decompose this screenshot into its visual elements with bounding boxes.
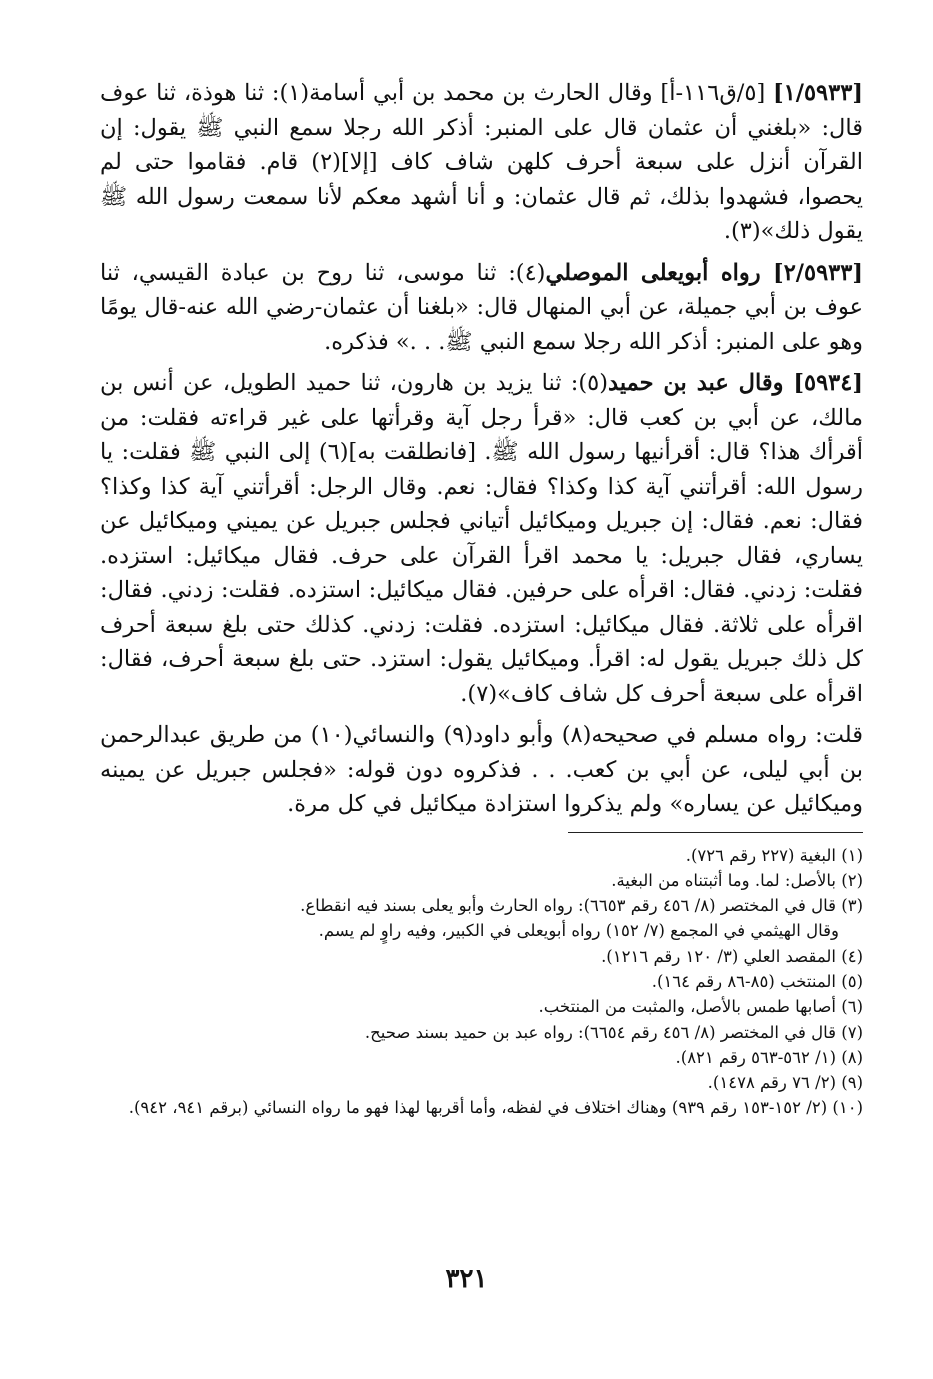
footnote-1: (١) البغية (٢٢٧ رقم ٧٢٦). bbox=[685, 845, 863, 865]
footnote-5: (٥) المنتخب (٨٥-٨٦ رقم ١٦٤). bbox=[651, 971, 863, 991]
footnote-7: (٧) قال في المختصر (٨/ ٤٥٦ رقم ٦٦٥٤): رواه عبد بن حميد بسند صحيح. bbox=[364, 1022, 863, 1042]
hadith-number-1: [١/٥٩٣٣] bbox=[773, 80, 863, 106]
hadith-text-2: (٤): ثنا موسى، ثنا روح بن عبادة القيسي، ثنا عوف بن أبي جميلة، عن أبي المنهال قال: «بلغنا أن عثمان-رضي الله عنه-قال يومًا وهو على المنبر: أذكر الله رجلا سمع النبي ﷺ. . .» فذكره. bbox=[100, 259, 863, 355]
page-number: ٣٢١ bbox=[445, 1264, 488, 1294]
footnotes bbox=[100, 843, 863, 1121]
hadith-text-3: (٥): ثنا يزيد بن هارون، ثنا حميد الطويل، عن أنس بن مالك، عن أبي بن كعب قال: «قرأ رجل آية وقرأتها على غير قراءته فقلت: من أقرأك هذا؟ قال: أقرأنيها رسول الله ﷺ. [فانطلقت به](٦) إلى النبي ﷺ فقلت: يا رسول الله: أقرأتني آية كذا وكذا؟ فقال: نعم. وقال الرجل: أقرأتني آية كذا وكذا؟ فقال: نعم. فقال: إن جبريل وميكائيل أتياني فجلس جبريل عن يميني وميكائيل عن يساري، فقال جبريل: يا محمد اقرأ القرآن على حرف. فقال ميكائيل: استزده. فقلت: زدني. فقال: اقرأه على حرفين. فقال ميكائيل: استزده. فقلت: زدني. فقال: اقرأه على ثلاثة. فقال ميكائيل: استزده. فقلت: زدني. كذلك حتى بلغ سبعة أحرف كل ذلك جبريل يقول له: اقرأ. وميكائيل يقول: استزد. حتى بلغ سبعة أحرف، فقال: اقرأه على سبعة أحرف كل شاف كاف»(٧). bbox=[100, 370, 863, 707]
hadith-paragraph-3 bbox=[100, 366, 863, 711]
commentary-text: قلت: رواه مسلم في صحيحه(٨) وأبو داود(٩) والنسائي(١٠) من طريق عبدالرحمن بن أبي ليلى، عن أبي بن كعب. . . فذكروه دون قوله: «فجلس جبريل عن يمينه وميكائيل عن يساره» ولم يذكروا استزادة ميكائيل في كل مرة. bbox=[100, 722, 863, 817]
hadith-paragraph-1 bbox=[100, 76, 863, 249]
footnote-divider bbox=[568, 832, 863, 833]
hadith-number-3: [٥٩٣٤] وقال عبد بن حميد bbox=[608, 370, 864, 396]
commentary-paragraph bbox=[100, 718, 863, 822]
footnote-3: (٣) قال في المختصر (٨/ ٤٥٦ رقم ٦٦٥٣): رواه الحارث وأبو يعلى بسند فيه انقطاع. bbox=[300, 896, 863, 916]
footnote-10: (١٠) (٢/ ١٥٢-١٥٣ رقم ٩٣٩) وهناك اختلاف في لفظه، وأما أقربها لهذا فهو ما رواه النسائي (برقم ٩٤١، ٩٤٢). bbox=[128, 1098, 863, 1118]
hadith-number-2: [٢/٥٩٣٣] رواه أبويعلى الموصلي bbox=[545, 259, 863, 286]
footnote-8: (٨) (١/ ٥٦٢-٥٦٣ رقم ٨٢١). bbox=[675, 1047, 863, 1067]
footnote-6: (٦) أصابها طمس بالأصل، والمثبت من المنتخب. bbox=[538, 997, 863, 1017]
footnote-9: (٩) (٢/ ٧٦ رقم ١٤٧٨). bbox=[707, 1073, 863, 1093]
hadith-paragraph-2 bbox=[100, 256, 863, 360]
hadith-text-1: [٥/ق١١٦-أ] وقال الحارث بن محمد بن أبي أسامة(١): ثنا هوذة، ثنا عوف قال: «بلغني أن عثمان قال على المنبر: أذكر الله رجلا سمع النبي ﷺ يقول: إن القرآن أنزل على سبعة أحرف كلهن شاف كاف [إلا](٢) قام. فقاموا حتى لم يحصوا، فشهدوا بذلك، ثم قال عثمان: و أنا أشهد معكم لأنا سمعت رسول الله ﷺ يقول ذلك»(٣). bbox=[100, 80, 863, 244]
footnote-2: (٢) بالأصل: لما. وما أثبتناه من البغية. bbox=[611, 870, 863, 890]
footnote-3-continuation: وقال الهيثمي في المجمع (٧/ ١٥٢) رواه أبويعلى في الكبير، وفيه راوٍ لم يسم. bbox=[318, 921, 839, 941]
footnote-4: (٤) المقصد العلي (٣/ ١٢٠ رقم ١٢١٦). bbox=[601, 946, 863, 966]
